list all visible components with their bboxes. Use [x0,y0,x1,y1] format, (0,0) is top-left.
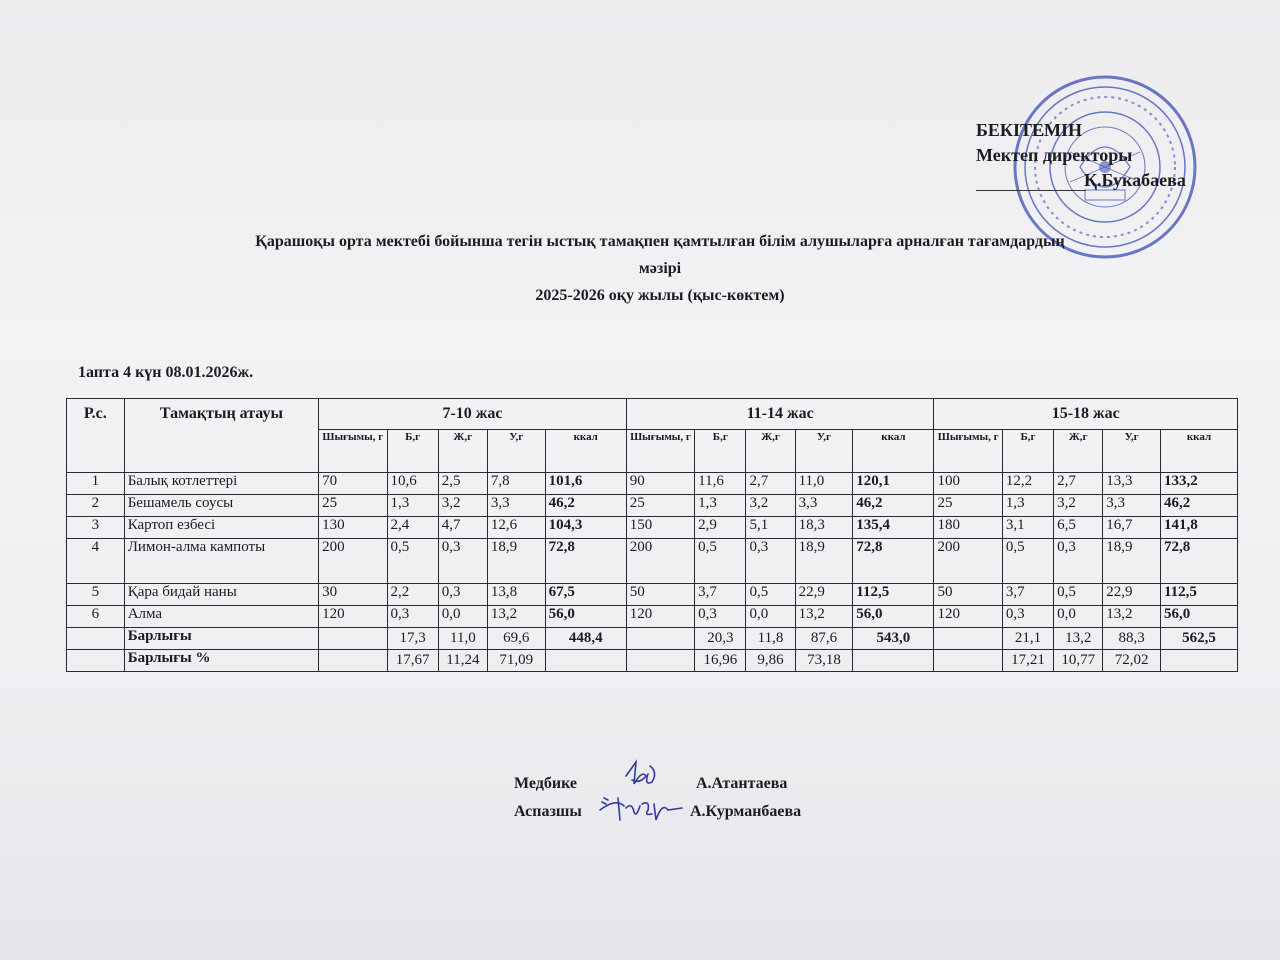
table-row [67,517,1238,539]
nutrition-value: 3,3 [487,495,545,517]
nutrition-value: 56,0 [545,606,626,628]
age-group-header: 15-18 жас [934,399,1238,430]
nutrition-value: 200 [626,539,694,584]
nutrition-value: 0,3 [387,606,438,628]
approval-block [976,118,1216,193]
nutrition-value: 18,9 [795,539,853,584]
nutrition-value: 70 [319,473,387,495]
col-header-number: Р.с. [67,399,125,473]
nutrition-value: 13,2 [1103,606,1161,628]
nutrition-value: 112,5 [1160,584,1237,606]
nutrition-value: 3,2 [746,495,795,517]
nutrition-value: 2,9 [695,517,746,539]
nutrition-value: 11,0 [795,473,853,495]
percent-value: 11,24 [438,650,487,672]
nutrition-value: 25 [626,495,694,517]
approval-heading: БЕКІТЕМІН [976,120,1082,140]
row-number: 4 [67,539,125,584]
sub-header-cell: Шығымы, г [934,430,1002,473]
nutrition-value: 72,8 [545,539,626,584]
total-value [626,628,694,650]
nutrition-value: 141,8 [1160,517,1237,539]
dish-name: Балық котлеттері [124,473,318,495]
signature-line [976,190,1086,191]
nutrition-value: 200 [319,539,387,584]
title-line-1: Қарашоқы орта мектебі бойынша тегін ыстық тамақпен қамтылған білім алушыларға арналған тағамдардың [255,233,1065,250]
percent-value [545,650,626,672]
age-group-header: 11-14 жас [626,399,934,430]
nutrition-value: 1,3 [1002,495,1053,517]
row-number: 5 [67,584,125,606]
table-row [67,495,1238,517]
nutrition-value: 0,3 [1054,539,1103,584]
percent-value [853,650,934,672]
percent-value: 16,96 [695,650,746,672]
total-value: 11,0 [438,628,487,650]
percent-value [934,650,1002,672]
sub-header-cell: У,г [795,430,853,473]
nutrition-value: 46,2 [1160,495,1237,517]
sub-header-cell: ккал [853,430,934,473]
total-value: 20,3 [695,628,746,650]
nutrition-value: 0,5 [387,539,438,584]
nutrition-value: 0,0 [746,606,795,628]
percent-label: Барлығы % [124,650,318,672]
total-value: 562,5 [1160,628,1237,650]
total-value: 448,4 [545,628,626,650]
sub-header-cell: Б,г [387,430,438,473]
nutrition-value: 2,7 [1054,473,1103,495]
nutrition-value: 2,5 [438,473,487,495]
sub-header-cell: Б,г [695,430,746,473]
nutrition-value: 2,4 [387,517,438,539]
percent-row [67,650,1238,672]
total-value: 87,6 [795,628,853,650]
nutrition-value: 0,3 [695,606,746,628]
nutrition-value: 130 [319,517,387,539]
nutrition-value: 12,6 [487,517,545,539]
title-line-2: мәзірі [638,260,682,277]
handwritten-signatures [596,758,686,828]
nutrition-value: 120 [934,606,1002,628]
nutrition-value: 0,3 [1002,606,1053,628]
total-value: 13,2 [1054,628,1103,650]
table-row [67,606,1238,628]
sub-header-cell: ккал [1160,430,1237,473]
nutrition-value: 11,6 [695,473,746,495]
nutrition-value: 3,3 [795,495,853,517]
nutrition-value: 0,5 [1002,539,1053,584]
nutrition-value: 4,7 [438,517,487,539]
nutrition-value: 18,9 [1103,539,1161,584]
row-number: 2 [67,495,125,517]
sub-header-cell: Ж,г [438,430,487,473]
nutrition-value: 3,7 [695,584,746,606]
nutrition-value: 0,0 [438,606,487,628]
sub-header-cell: ккал [545,430,626,473]
nutrition-value: 0,3 [438,584,487,606]
nutrition-value: 3,7 [1002,584,1053,606]
nutrition-value: 46,2 [853,495,934,517]
dish-name: Қара бидай наны [124,584,318,606]
nutrition-value: 1,3 [387,495,438,517]
total-value: 11,8 [746,628,795,650]
nutrition-value: 56,0 [1160,606,1237,628]
nutrition-value: 133,2 [1160,473,1237,495]
empty-cell [67,650,125,672]
dish-name: Алма [124,606,318,628]
row-number: 3 [67,517,125,539]
sub-header-cell: Б,г [1002,430,1053,473]
nutrition-value: 120,1 [853,473,934,495]
nutrition-value: 180 [934,517,1002,539]
table-row [67,584,1238,606]
percent-value: 17,21 [1002,650,1053,672]
nutrition-value: 0,5 [695,539,746,584]
nutrition-value: 13,2 [795,606,853,628]
nutrition-value: 30 [319,584,387,606]
nutrition-value: 50 [934,584,1002,606]
nutrition-value: 16,7 [1103,517,1161,539]
nutrition-value: 101,6 [545,473,626,495]
menu-table [66,398,1238,672]
nutrition-value: 10,6 [387,473,438,495]
nutrition-value: 22,9 [1103,584,1161,606]
director-name: Қ.Букабаева [1084,170,1186,190]
nutrition-value: 25 [319,495,387,517]
nutrition-value: 25 [934,495,1002,517]
sub-header-cell: Ж,г [1054,430,1103,473]
total-value: 17,3 [387,628,438,650]
nutrition-value: 135,4 [853,517,934,539]
week-day-label: 1апта 4 күн 08.01.2026ж. [78,364,254,381]
nutrition-value: 3,2 [1054,495,1103,517]
nurse-name: А.Атантаева [696,775,788,792]
percent-value: 9,86 [746,650,795,672]
nutrition-value: 72,8 [853,539,934,584]
nutrition-value: 100 [934,473,1002,495]
percent-value: 17,67 [387,650,438,672]
nutrition-value: 120 [626,606,694,628]
percent-value: 10,77 [1054,650,1103,672]
percent-value [319,650,387,672]
nutrition-value: 3,2 [438,495,487,517]
total-value: 88,3 [1103,628,1161,650]
dish-name: Лимон-алма кампоты [124,539,318,584]
nutrition-value: 90 [626,473,694,495]
nutrition-value: 200 [934,539,1002,584]
signature-roles [514,770,582,826]
percent-value: 73,18 [795,650,853,672]
nutrition-value: 104,3 [545,517,626,539]
nurse-role: Медбике [514,775,578,792]
percent-value: 72,02 [1103,650,1161,672]
nutrition-value: 2,2 [387,584,438,606]
document-title [110,228,1210,309]
nutrition-value: 12,2 [1002,473,1053,495]
row-number: 1 [67,473,125,495]
nutrition-value: 18,3 [795,517,853,539]
total-value: 21,1 [1002,628,1053,650]
sub-header-cell: Шығымы, г [319,430,387,473]
nutrition-value: 0,5 [1054,584,1103,606]
empty-cell [67,628,125,650]
cook-name: А.Курманбаева [690,803,802,820]
nutrition-value: 112,5 [853,584,934,606]
nutrition-value: 7,8 [487,473,545,495]
total-value: 69,6 [487,628,545,650]
sub-header-cell: У,г [1103,430,1161,473]
percent-value [1160,650,1237,672]
nutrition-value: 3,3 [1103,495,1161,517]
nutrition-value: 3,1 [1002,517,1053,539]
cook-role: Аспазшы [514,803,582,820]
nutrition-value: 6,5 [1054,517,1103,539]
nutrition-value: 150 [626,517,694,539]
sub-header-cell: Шығымы, г [626,430,694,473]
dish-name: Картоп езбесі [124,517,318,539]
total-value: 543,0 [853,628,934,650]
nutrition-value: 0,3 [438,539,487,584]
nutrition-value: 1,3 [695,495,746,517]
age-group-header: 7-10 жас [319,399,627,430]
percent-value: 71,09 [487,650,545,672]
title-line-3: 2025-2026 оқу жылы (қыс-көктем) [535,287,785,304]
total-row [67,628,1238,650]
nutrition-value: 13,8 [487,584,545,606]
approval-position: Мектеп директоры [976,145,1133,165]
nutrition-value: 18,9 [487,539,545,584]
nutrition-value: 0,5 [746,584,795,606]
nutrition-value: 22,9 [795,584,853,606]
nutrition-value: 120 [319,606,387,628]
percent-value [626,650,694,672]
nutrition-value: 46,2 [545,495,626,517]
nutrition-value: 56,0 [853,606,934,628]
nutrition-value: 2,7 [746,473,795,495]
nutrition-value: 67,5 [545,584,626,606]
nutrition-value: 13,3 [1103,473,1161,495]
dish-name: Бешамель соусы [124,495,318,517]
row-number: 6 [67,606,125,628]
total-value [934,628,1002,650]
nutrition-value: 13,2 [487,606,545,628]
nutrition-value: 50 [626,584,694,606]
nutrition-value: 5,1 [746,517,795,539]
nutrition-value: 72,8 [1160,539,1237,584]
signature-names [690,770,801,826]
table-row [67,539,1238,584]
col-header-dish-name: Тамақтың атауы [124,399,318,473]
sub-header-cell: У,г [487,430,545,473]
nutrition-value: 0,3 [746,539,795,584]
total-label: Барлығы [124,628,318,650]
nutrition-value: 0,0 [1054,606,1103,628]
total-value [319,628,387,650]
table-row [67,473,1238,495]
sub-header-cell: Ж,г [746,430,795,473]
